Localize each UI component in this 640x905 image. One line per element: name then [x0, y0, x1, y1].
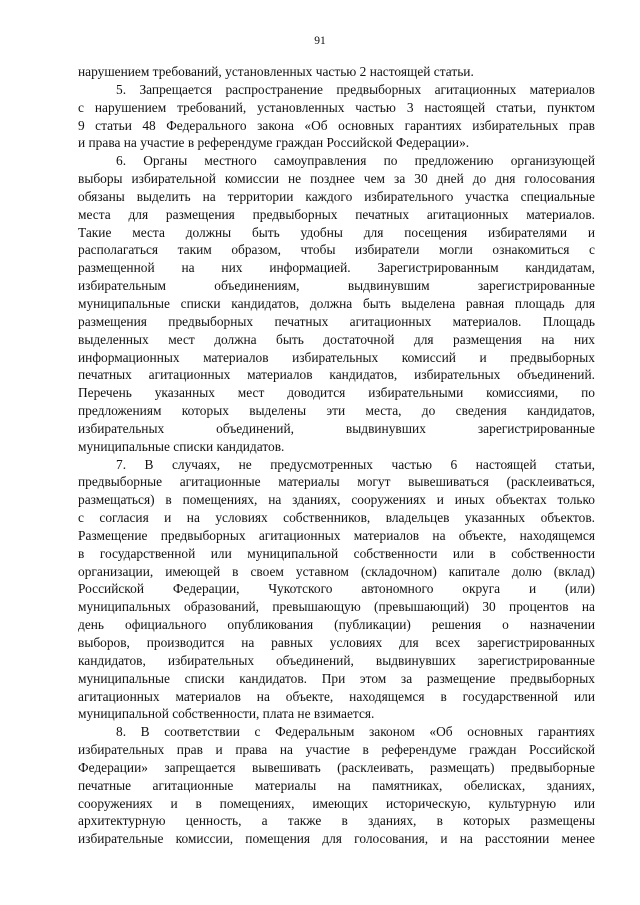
text-line: и права на участие в референдуме граждан Российской Федерации».: [78, 135, 470, 151]
text-line: муниципальные списки кандидатов. При этом за размещение предвыборных: [78, 670, 595, 686]
text-line: Федерации» запрещается вывешивать (расклеивать, размещать) предвыборные: [78, 759, 595, 775]
paragraph-p8: [78, 723, 595, 848]
document-body: [78, 63, 595, 848]
text-line: 9 статьи 48 Федерального закона «Об основных гарантиях избирательных прав: [78, 117, 595, 133]
text-line: организации, имеющей в своем уставном (складочном) капитале долю (вклад): [78, 563, 595, 579]
text-line: кандидатов, избирательных объединений, выдвинувших зарегистрированные: [78, 652, 595, 668]
text-line: места для размещения предвыборных печатных агитационных материалов.: [78, 206, 595, 222]
paragraph-p5: [78, 81, 595, 152]
text-line: размещаться) в помещениях, на зданиях, сооружениях и иных объектах только: [78, 492, 595, 508]
text-line: информационных материалов избирательных комиссий и предвыборных: [78, 349, 595, 365]
text-line: Российской Федерации, Чукотского автономного округа и (или): [78, 581, 595, 597]
text-line: обязаны выделить на территории каждого избирательного участка специальные: [78, 188, 595, 204]
text-line: избирательным объединениям, выдвинувшим зарегистрированные: [78, 278, 595, 294]
text-line: 8. В соответствии с Федеральным законом «Об основных гарантиях: [116, 724, 595, 740]
text-line: располагаться таким образом, чтобы избиратели могли ознакомиться с: [78, 242, 595, 258]
text-line: избирательные комиссии, помещения для голосования, и на расстоянии менее: [78, 831, 595, 847]
text-line: избирательных прав и права на участие в референдуме граждан Российской: [78, 742, 595, 758]
text-line: предложениям которых выделены эти места, до сведения кандидатов,: [78, 403, 595, 419]
page-number: 91: [314, 35, 326, 47]
text-line: печатные агитационные материалы на памятниках, обелисках, зданиях,: [78, 777, 595, 793]
text-line: печатных агитационных материалов кандидатов, избирательных объединений.: [78, 367, 595, 383]
text-line: архитектурную ценность, а также в зданиях, в которых размещены: [78, 813, 595, 829]
text-line: размещенной на них информацией. Зарегистрированным кандидатам,: [78, 260, 595, 276]
text-line: 6. Органы местного самоуправления по предложению организующей: [116, 153, 595, 169]
text-line: день официального опубликования (публикации) решения о назначении: [78, 617, 595, 633]
text-line: избирательных объединений, выдвинувших зарегистрированные: [78, 420, 595, 436]
paragraph-p7: [78, 456, 595, 724]
text-line: сооружениях и в помещениях, имеющих историческую, культурную или: [78, 795, 595, 811]
text-line: 5. Запрещается распространение предвыборных агитационных материалов: [116, 81, 595, 97]
text-line: размещения предвыборных печатных агитационных материалов. Площадь: [78, 313, 595, 329]
text-line: выделенных мест должна быть достаточной для размещения на них: [78, 331, 595, 347]
text-line: Такие места должны быть удобны для посещения избирателями и: [78, 224, 595, 240]
text-line: агитационных материалов на объекте, находящемся в государственной или: [78, 688, 595, 704]
text-line: нарушением требований, установленных частью 2 настоящей статьи.: [78, 64, 474, 79]
text-line: в государственной или муниципальной собственности или в собственности: [78, 545, 595, 561]
text-line: предвыборные агитационные материалы могут вывешиваться (расклеиваться,: [78, 474, 595, 490]
paragraph-p-cont: [78, 63, 595, 81]
text-line: Перечень указанных мест доводится избирательными комиссиями, по: [78, 385, 595, 401]
text-line: Размещение предвыборных агитационных материалов на объекте, находящемся: [78, 527, 595, 543]
text-line: муниципальные списки кандидатов.: [78, 438, 285, 454]
paragraph-p6: [78, 152, 595, 455]
text-line: муниципальных образований, превышающую (превышающий) 30 процентов на: [78, 599, 595, 615]
text-line: с нарушением требований, установленных частью 3 настоящей статьи, пунктом: [78, 99, 595, 115]
text-line: муниципальные списки кандидатов, должна быть выделена равная площадь для: [78, 295, 595, 311]
text-line: муниципальной собственности, плата не взимается.: [78, 706, 375, 722]
text-line: выборы избирательной комиссии не позднее чем за 30 дней до дня голосования: [78, 171, 595, 187]
text-line: выборов, производится на равных условиях для всех зарегистрированных: [78, 635, 595, 650]
text-line: 7. В случаях, не предусмотренных частью 6 настоящей статьи,: [116, 456, 595, 472]
text-line: с согласия и на условиях собственников, владельцев указанных объектов.: [78, 510, 595, 526]
